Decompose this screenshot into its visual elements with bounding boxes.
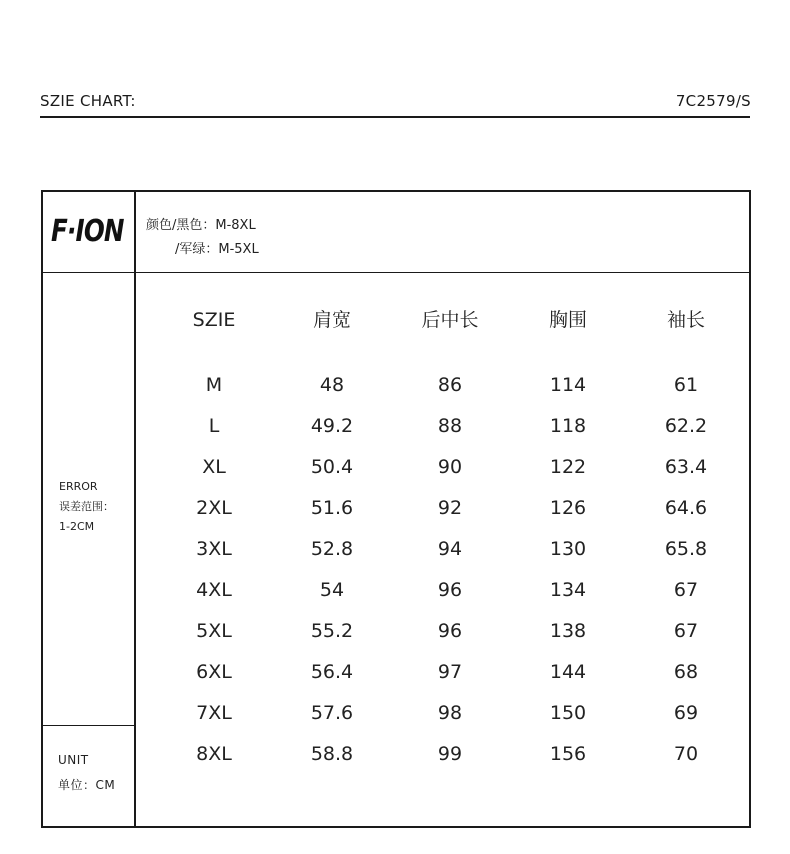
table-cell: L: [208, 415, 220, 437]
table-cell: 90: [437, 456, 463, 478]
table-cell: 118: [549, 415, 587, 437]
table-cell: 7XL: [196, 702, 232, 724]
table-cell: 52.8: [310, 538, 354, 560]
table-cell: 54: [319, 579, 345, 601]
table-cell: 49.2: [310, 415, 354, 437]
column-header: 胸围: [548, 309, 587, 331]
table-cell: 156: [549, 743, 587, 765]
table-cell: 144: [549, 661, 587, 683]
product-code: 7C2579/S: [675, 92, 751, 110]
table-cell: 99: [437, 743, 463, 765]
table-cell: 96: [437, 579, 463, 601]
table-cell: 62.2: [664, 415, 708, 437]
table-row: [136, 657, 749, 687]
table-row: [136, 493, 749, 523]
table-cell: 3XL: [196, 538, 232, 560]
table-cell: 67: [673, 579, 699, 601]
table-cell: 5XL: [196, 620, 232, 642]
table-cell: 2XL: [196, 497, 232, 519]
table-cell: 114: [549, 374, 587, 396]
table-row: [136, 616, 749, 646]
error-note: [59, 477, 114, 537]
table-cell: 70: [673, 743, 699, 765]
table-cell: 67: [673, 620, 699, 642]
brand-logo: F·ION: [51, 214, 124, 249]
table-cell: 94: [437, 538, 463, 560]
table-cell: M: [205, 374, 223, 396]
table-cell: 97: [437, 661, 463, 683]
table-cell: 96: [437, 620, 463, 642]
table-cell: 150: [549, 702, 587, 724]
table-cell: XL: [202, 456, 226, 478]
table-cell: 56.4: [310, 661, 354, 683]
table-cell: 55.2: [310, 620, 354, 642]
table-cell: 126: [549, 497, 587, 519]
error-label: ERROR: [59, 480, 98, 493]
unit-note: [58, 748, 115, 798]
column-header: 肩宽: [312, 309, 351, 331]
header-divider: [40, 116, 750, 118]
top-row-divider: [43, 272, 749, 273]
table-cell: 65.8: [664, 538, 708, 560]
table-cell: 50.4: [310, 456, 354, 478]
table-cell: 92: [437, 497, 463, 519]
table-cell: 58.8: [310, 743, 354, 765]
table-row: [136, 739, 749, 769]
table-row: [136, 698, 749, 728]
table-cell: 134: [549, 579, 587, 601]
table-cell: 86: [437, 374, 463, 396]
table-cell: 48: [319, 374, 345, 396]
size-table-frame: [41, 190, 751, 828]
table-cell: 63.4: [664, 456, 708, 478]
table-cell: 122: [549, 456, 587, 478]
error-range-label: 误差范围：: [59, 500, 114, 513]
table-cell: 68: [673, 661, 699, 683]
table-row: [136, 452, 749, 482]
table-cell: 6XL: [196, 661, 232, 683]
table-cell: 8XL: [196, 743, 232, 765]
unit-label: UNIT: [58, 753, 89, 767]
table-cell: 4XL: [196, 579, 232, 601]
column-header: 袖长: [666, 309, 705, 331]
column-header: SZIE: [192, 309, 236, 331]
color-note-line-2: /军绿：M-5XL: [175, 242, 259, 257]
table-cell: 61: [673, 374, 699, 396]
table-header-row: [136, 305, 749, 335]
table-row: [136, 411, 749, 441]
unit-divider: [43, 725, 135, 726]
table-row: [136, 575, 749, 605]
unit-value: 单位：CM: [58, 778, 116, 792]
table-cell: 88: [437, 415, 463, 437]
table-cell: 64.6: [664, 497, 708, 519]
column-header: 后中长: [421, 309, 479, 331]
table-row: [136, 534, 749, 564]
table-cell: 98: [437, 702, 463, 724]
table-cell: 130: [549, 538, 587, 560]
table-cell: 57.6: [310, 702, 354, 724]
color-note-line-1: 颜色/黑色：M-8XL: [146, 218, 256, 233]
table-cell: 69: [673, 702, 699, 724]
chart-title: SZIE CHART:: [40, 92, 136, 110]
table-row: [136, 370, 749, 400]
table-cell: 51.6: [310, 497, 354, 519]
table-cell: 138: [549, 620, 587, 642]
error-range-value: 1-2CM: [59, 520, 95, 533]
